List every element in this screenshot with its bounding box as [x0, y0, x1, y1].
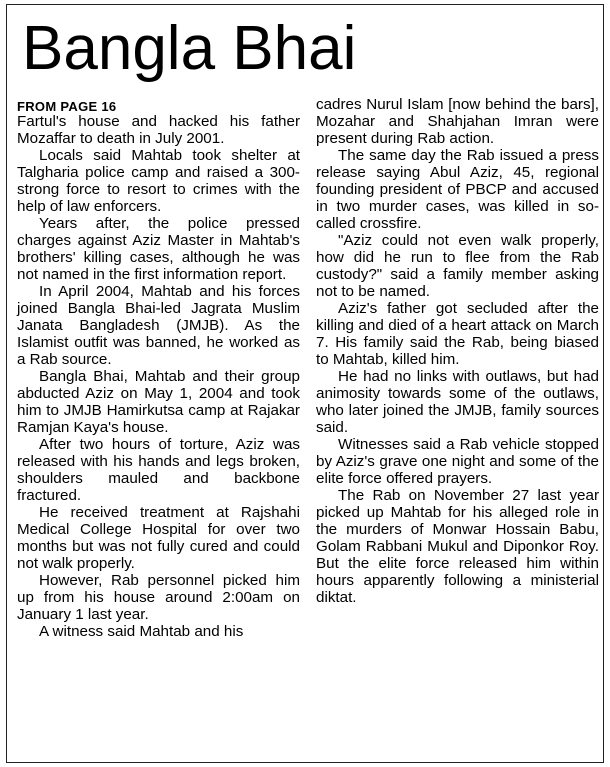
- paragraph: After two hours of torture, Aziz was released with his hands and legs broken, shoulders mauled and backbone fractured.: [17, 436, 300, 504]
- left-column: [17, 96, 300, 640]
- clipping-border-top: [6, 4, 604, 5]
- continued-from-label: FROM PAGE 16: [17, 99, 117, 114]
- paragraph: The Rab on November 27 last year picked up Mahtab for his alleged role in the murders of Monwar Hossain Babu, Golam Rabbani Mukul and Diponkor Roy. But the elite force released him within hours apparently following a ministerial diktat.: [316, 487, 599, 606]
- paragraph: "Aziz could not even walk properly, how did he run to flee from the Rab custody?" said a family member asking not to be named.: [316, 232, 599, 300]
- paragraph: A witness said Mahtab and his: [39, 623, 244, 640]
- paragraph: Locals said Mahtab took shelter at Talgharia police camp and raised a 300-strong force to resort to crimes with the help of law enforcers.: [17, 147, 300, 215]
- paragraph: He had no links with outlaws, but had animosity towards some of the outlaws, who later joined the JMJB, family sources said.: [316, 368, 599, 436]
- paragraph: Bangla Bhai, Mahtab and their group abducted Aziz on May 1, 2004 and took him to JMJB Hamirkutsa camp at Rajakar Ramjan Kaya's house.: [17, 368, 300, 436]
- paragraph: Years after, the police pressed charges against Aziz Master in Mahtab's brothers' killing cases, although he was not named in the first information report.: [17, 215, 300, 283]
- clipping-border-right: [603, 4, 604, 763]
- clipping-border-bottom: [6, 762, 604, 763]
- paragraph: The same day the Rab issued a press release saying Abul Aziz, 45, regional founding president of PBCP and accused in two murder cases, was killed in so-called crossfire.: [316, 147, 599, 232]
- paragraph: Fartul's house and hacked his father Mozaffar to death in July 2001.: [17, 113, 300, 147]
- paragraph: In April 2004, Mahtab and his forces joined Bangla Bhai-led Jagrata Muslim Janata Bangladesh (JMJB). As the Islamist outfit was banned, he worked as a Rab source.: [17, 283, 300, 368]
- paragraph: Witnesses said a Rab vehicle stopped by Aziz's grave one night and some of the elite force offered prayers.: [316, 436, 599, 487]
- paragraph: However, Rab personnel picked him up from his house around 2:00am on January 1 last year.: [17, 572, 300, 623]
- headline: Bangla Bhai: [22, 14, 357, 83]
- paragraph: He received treatment at Rajshahi Medical College Hospital for over two months but was not fully cured and could not walk properly.: [17, 504, 300, 572]
- paragraph: Aziz's father got secluded after the killing and died of a heart attack on March 7. His family said the Rab, being biased to Mahtab, killed him.: [316, 300, 599, 368]
- paragraph: cadres Nurul Islam [now behind the bars], Mozahar and Shahjahan Imran were present during Rab action.: [316, 96, 599, 147]
- clipping-border-left: [6, 4, 7, 763]
- right-column: [316, 96, 599, 606]
